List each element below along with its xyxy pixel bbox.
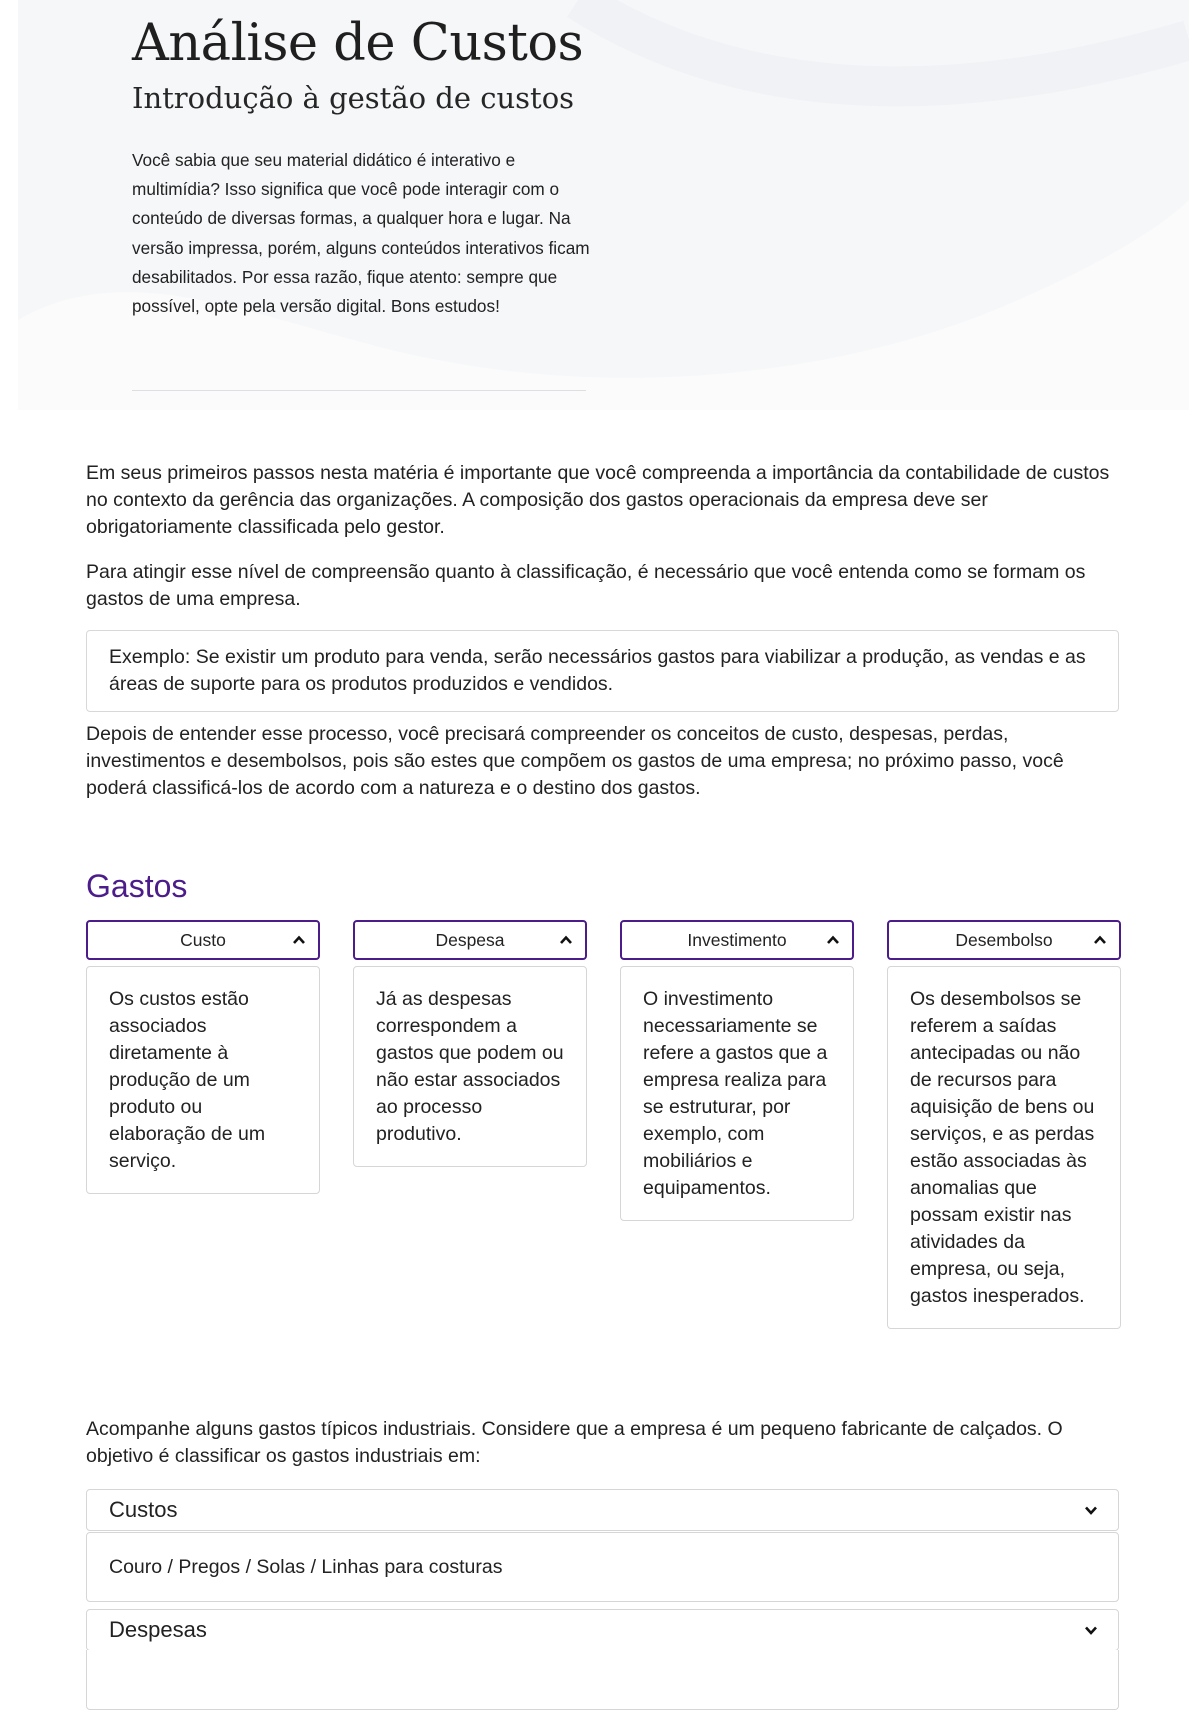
tab-label: Investimento — [687, 929, 787, 950]
accordion-label: Custos — [109, 1497, 178, 1522]
accordion-custos-content: Couro / Pregos / Solas / Linhas para costuras — [86, 1532, 1119, 1602]
example-box: Exemplo: Se existir um produto para venda, serão necessários gastos para viabilizar a produção, as vendas e as áreas de suporte para os produtos produzidos e vendidos. — [86, 630, 1119, 712]
tab-despesa[interactable] — [353, 920, 587, 960]
accordion-despesas-content — [86, 1650, 1119, 1710]
accordion-label: Despesas — [109, 1617, 207, 1642]
intro-text: Você sabia que seu material didático é interativo e multimídia? Isso significa que você pode interagir com o conteúdo de diversas formas, a qualquer hora e lugar. Na versão impressa, porém, alguns conteúdos interativos ficam desabilitados. Por essa razão, fique atento: sempre que possível, opte pela versão digital. Bons estudos! — [132, 150, 590, 317]
card-despesa: Já as despesas correspondem a gastos que podem ou não estar associados ao processo produtivo. — [353, 966, 587, 1167]
card-custo: Os custos estão associados diretamente à produção de um produto ou elaboração de um serviço. — [86, 966, 320, 1194]
tab-label: Desembolso — [955, 929, 1053, 950]
tab-custo[interactable] — [86, 920, 320, 960]
chevron-up-icon — [1093, 933, 1107, 947]
paragraph-1: Em seus primeiros passos nesta matéria é importante que você compreenda a importância da contabilidade de custos no contexto da gerência das organizações. A composição dos gastos operacionais da empresa deve ser obrigatoriamente classificada pelo gestor. — [86, 462, 1110, 538]
chevron-down-icon — [1084, 1623, 1098, 1637]
tab-label: Despesa — [435, 929, 505, 950]
industrial-intro: Acompanhe alguns gastos típicos industriais. Considere que a empresa é um pequeno fabricante de calçados. O objetivo é classificar os gastos industriais em: — [86, 1418, 1063, 1467]
accordion-despesas-header[interactable] — [86, 1609, 1119, 1651]
accordion-custos-header[interactable] — [86, 1489, 1119, 1531]
page-subtitle: Introdução à gestão de custos — [132, 81, 575, 115]
card-desembolso: Os desembolsos se referem a saídas antecipadas ou não de recursos para aquisição de bens ou serviços, e as perdas estão associadas às anomalias que possam existir nas atividades da empresa, ou seja, gastos inesperados. — [887, 966, 1121, 1329]
tab-investimento[interactable] — [620, 920, 854, 960]
hero-divider — [132, 390, 586, 391]
card-investimento: O investimento necessariamente se refere a gastos que a empresa realiza para se estruturar, por exemplo, com mobiliários e equipamentos. — [620, 966, 854, 1221]
tab-desembolso[interactable] — [887, 920, 1121, 960]
chevron-down-icon — [1084, 1503, 1098, 1517]
tab-label: Custo — [180, 929, 226, 950]
section-title-gastos: Gastos — [86, 868, 188, 904]
paragraph-3: Depois de entender esse processo, você precisará compreender os conceitos de custo, despesas, perdas, investimentos e desembolsos, pois são estes que compõem os gastos de uma empresa; no próximo passo, você poderá classificá-los de acordo com a natureza e o destino dos gastos. — [86, 723, 1064, 799]
chevron-up-icon — [826, 933, 840, 947]
chevron-up-icon — [292, 933, 306, 947]
paragraph-2: Para atingir esse nível de compreensão quanto à classificação, é necessário que você entenda como se formam os gastos de uma empresa. — [86, 561, 1086, 610]
page-title: Análise de Custos — [132, 14, 584, 73]
chevron-up-icon — [559, 933, 573, 947]
hero-header — [18, 0, 1189, 410]
